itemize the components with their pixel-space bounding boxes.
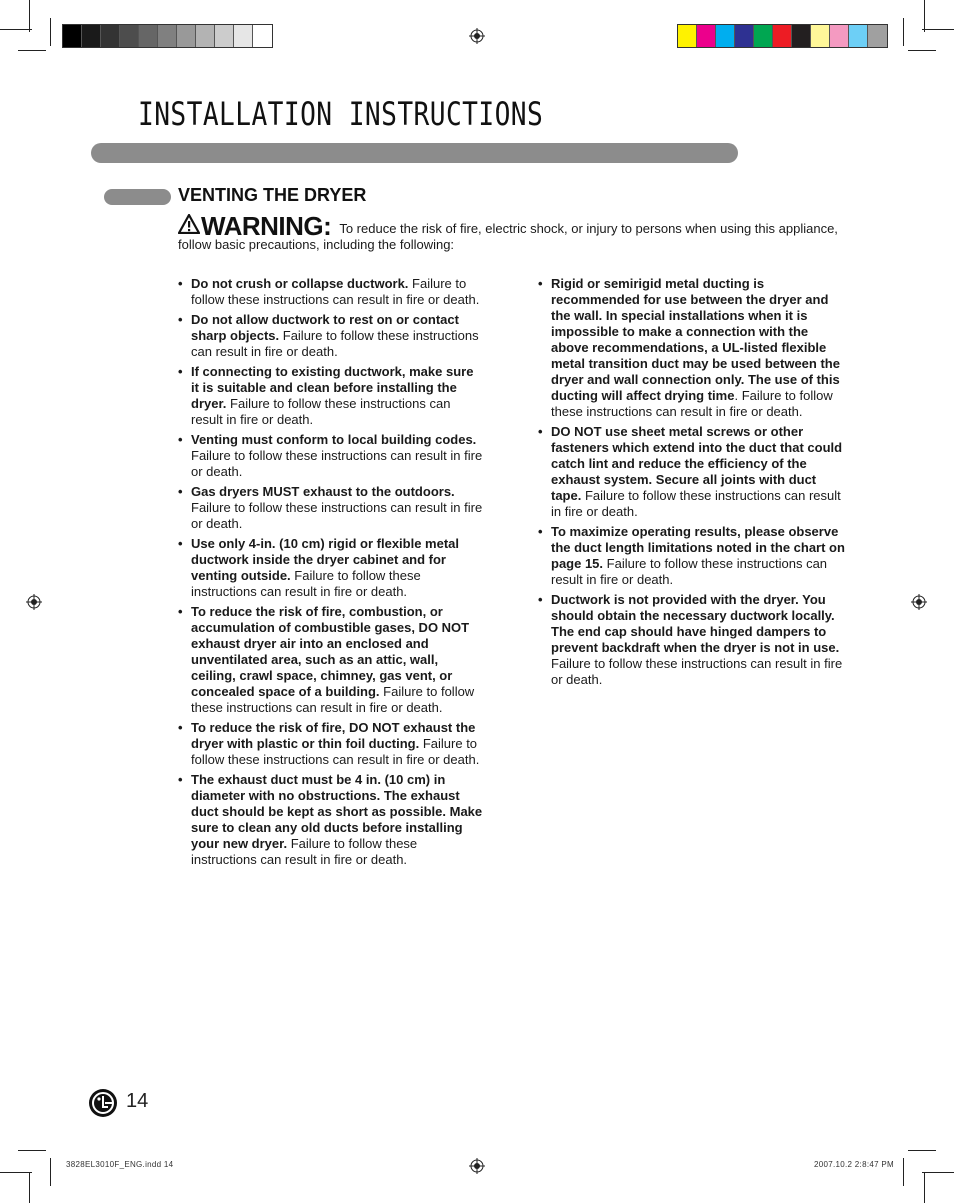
list-item bbox=[178, 312, 484, 360]
color-swatch bbox=[697, 25, 716, 47]
item-text: Failure to follow these instructions can result in fire or death. bbox=[191, 684, 475, 715]
right-column bbox=[538, 276, 846, 692]
item-text: Failure to follow these instructions can result in fire or death. bbox=[551, 556, 828, 587]
title-rule bbox=[91, 143, 738, 163]
grayscale-bar bbox=[62, 24, 273, 48]
color-swatch bbox=[716, 25, 735, 47]
bullet-icon: • bbox=[538, 592, 543, 607]
color-swatch bbox=[101, 25, 120, 47]
bullet-icon: • bbox=[178, 536, 183, 551]
item-bold-text: Gas dryers MUST exhaust to the outdoors. bbox=[191, 484, 455, 499]
color-swatch bbox=[234, 25, 253, 47]
bullet-icon: • bbox=[178, 720, 183, 735]
list-item bbox=[538, 424, 846, 520]
crop-mark bbox=[18, 1150, 46, 1151]
crop-mark bbox=[0, 29, 32, 30]
registration-mark-icon bbox=[911, 594, 927, 610]
list-item bbox=[178, 432, 484, 480]
crop-mark bbox=[924, 1172, 925, 1203]
item-bold-text: DO NOT use sheet metal screws or other fasteners which extend into the duct that could catch lint and reduce the efficiency of the exhaust system. Secure all joints with duct tape. bbox=[551, 424, 843, 503]
bullet-icon: • bbox=[178, 432, 183, 447]
bullet-icon: • bbox=[178, 312, 183, 327]
color-swatch bbox=[735, 25, 754, 47]
bullet-icon: • bbox=[538, 424, 543, 439]
color-swatch bbox=[253, 25, 272, 47]
bullet-icon: • bbox=[178, 276, 183, 291]
color-swatch bbox=[754, 25, 773, 47]
color-swatch bbox=[868, 25, 887, 47]
timestamp: 2007.10.2 2:8:47 PM bbox=[814, 1160, 894, 1169]
color-swatch bbox=[196, 25, 215, 47]
bullet-icon: • bbox=[538, 276, 543, 291]
color-swatch bbox=[773, 25, 792, 47]
list-item bbox=[538, 524, 846, 588]
item-text: Failure to follow these instructions can result in fire or death. bbox=[191, 836, 418, 867]
file-info: 3828EL3010F_ENG.indd 14 bbox=[66, 1160, 174, 1169]
crop-mark bbox=[922, 1172, 954, 1173]
item-bold-text: If connecting to existing ductwork, make sure it is suitable and clean before installing the dryer. bbox=[191, 364, 474, 411]
crop-mark bbox=[50, 18, 51, 46]
item-text: Failure to follow these instructions can result in fire or death. bbox=[191, 396, 451, 427]
item-bold-text: To reduce the risk of fire, combustion, or accumulation of combustible gases, DO NOT exhaust dryer air into an enclosed and unventilated area, such as an attic, wall, ceiling, crawl space, chimney, gas vent, or concealed space of a building. bbox=[191, 604, 470, 699]
item-text: Failure to follow these instructions can result in fire or death. bbox=[551, 488, 841, 519]
registration-mark-icon bbox=[26, 594, 42, 610]
color-swatch bbox=[177, 25, 196, 47]
crop-mark bbox=[0, 1172, 32, 1173]
item-text: Failure to follow these instructions can result in fire or death. bbox=[191, 736, 480, 767]
warning-triangle-icon bbox=[178, 214, 200, 234]
lg-logo-icon bbox=[88, 1088, 118, 1118]
warning-label: WARNING: bbox=[201, 211, 332, 241]
crop-mark bbox=[50, 1158, 51, 1186]
crop-mark bbox=[908, 1150, 936, 1151]
crop-mark bbox=[29, 0, 30, 32]
page-title: INSTALLATION INSTRUCTIONS bbox=[138, 95, 544, 133]
item-text: Failure to follow these instructions can result in fire or death. bbox=[551, 656, 843, 687]
page-number: 14 bbox=[126, 1090, 149, 1112]
item-bold-text: Venting must conform to local building codes. bbox=[191, 432, 477, 447]
registration-mark-icon bbox=[469, 28, 485, 44]
item-text: Failure to follow these instructions can result in fire or death. bbox=[191, 276, 480, 307]
item-text: Failure to follow these instructions can result in fire or death. bbox=[191, 500, 483, 531]
item-bold-text: To maximize operating results, please observe the duct length limitations noted in the chart on page 15. bbox=[551, 524, 845, 571]
crop-mark bbox=[903, 18, 904, 46]
item-bold-text: Use only 4-in. (10 cm) rigid or flexible metal ductwork inside the dryer cabinet and for venting outside. bbox=[191, 536, 460, 583]
list-item bbox=[178, 604, 484, 716]
list-item bbox=[178, 364, 484, 428]
left-column bbox=[178, 276, 484, 872]
list-item bbox=[178, 484, 484, 532]
color-swatch bbox=[215, 25, 234, 47]
item-text: . Failure to follow these instructions can result in fire or death. bbox=[551, 388, 833, 419]
color-bar bbox=[677, 24, 888, 48]
item-text: Failure to follow these instructions can result in fire or death. bbox=[191, 328, 479, 359]
color-swatch bbox=[158, 25, 177, 47]
list-item bbox=[178, 536, 484, 600]
item-bold-text: The exhaust duct must be 4 in. (10 cm) in diameter with no obstructions. The exhaust duct should be kept as short as possible. Make sure to clean any old ducts before installing your new dryer. bbox=[191, 772, 483, 851]
color-swatch bbox=[830, 25, 849, 47]
list-item bbox=[178, 772, 484, 868]
item-bold-text: Do not crush or collapse ductwork. bbox=[191, 276, 409, 291]
warning-block bbox=[178, 211, 848, 253]
crop-mark bbox=[18, 50, 46, 51]
list-item bbox=[538, 592, 846, 688]
item-text: Failure to follow these instructions can result in fire or death. bbox=[191, 568, 421, 599]
item-text: Failure to follow these instructions can result in fire or death. bbox=[191, 448, 483, 479]
list-item bbox=[178, 276, 484, 308]
bullet-icon: • bbox=[178, 364, 183, 379]
color-swatch bbox=[792, 25, 811, 47]
bullet-icon: • bbox=[538, 524, 543, 539]
bullet-icon: • bbox=[178, 484, 183, 499]
warning-text: To reduce the risk of fire, electric shock, or injury to persons when using this appliance, follow basic precautions, including the following: bbox=[178, 221, 838, 252]
crop-mark bbox=[908, 50, 936, 51]
color-swatch bbox=[82, 25, 101, 47]
item-bold-text: Do not allow ductwork to rest on or contact sharp objects. bbox=[191, 312, 459, 343]
list-item bbox=[178, 720, 484, 768]
item-bold-text: Rigid or semirigid metal ducting is recommended for use between the dryer and the wall. In special installations when it is impossible to make a connection with the above recommendations, a UL-listed flexible metal transition duct may be used between the dryer and wall connection only. The use of this ducting will affect drying time bbox=[551, 276, 840, 403]
crop-mark bbox=[922, 29, 954, 30]
crop-mark bbox=[924, 0, 925, 32]
bullet-icon: • bbox=[178, 772, 183, 787]
color-swatch bbox=[120, 25, 139, 47]
section-marker bbox=[104, 189, 171, 205]
registration-mark-icon bbox=[469, 1158, 485, 1174]
crop-mark bbox=[903, 1158, 904, 1186]
color-swatch bbox=[849, 25, 868, 47]
section-heading: VENTING THE DRYER bbox=[178, 185, 367, 205]
crop-mark bbox=[29, 1172, 30, 1203]
item-bold-text: To reduce the risk of fire, DO NOT exhaust the dryer with plastic or thin foil ducting. bbox=[191, 720, 476, 751]
color-swatch bbox=[139, 25, 158, 47]
list-item bbox=[538, 276, 846, 420]
color-swatch bbox=[811, 25, 830, 47]
color-swatch bbox=[678, 25, 697, 47]
bullet-icon: • bbox=[178, 604, 183, 619]
color-swatch bbox=[63, 25, 82, 47]
item-bold-text: Ductwork is not provided with the dryer. You should obtain the necessary ductwork locally. The end cap should have hinged dampers to prevent backdraft when the dryer is not in use. bbox=[551, 592, 840, 655]
